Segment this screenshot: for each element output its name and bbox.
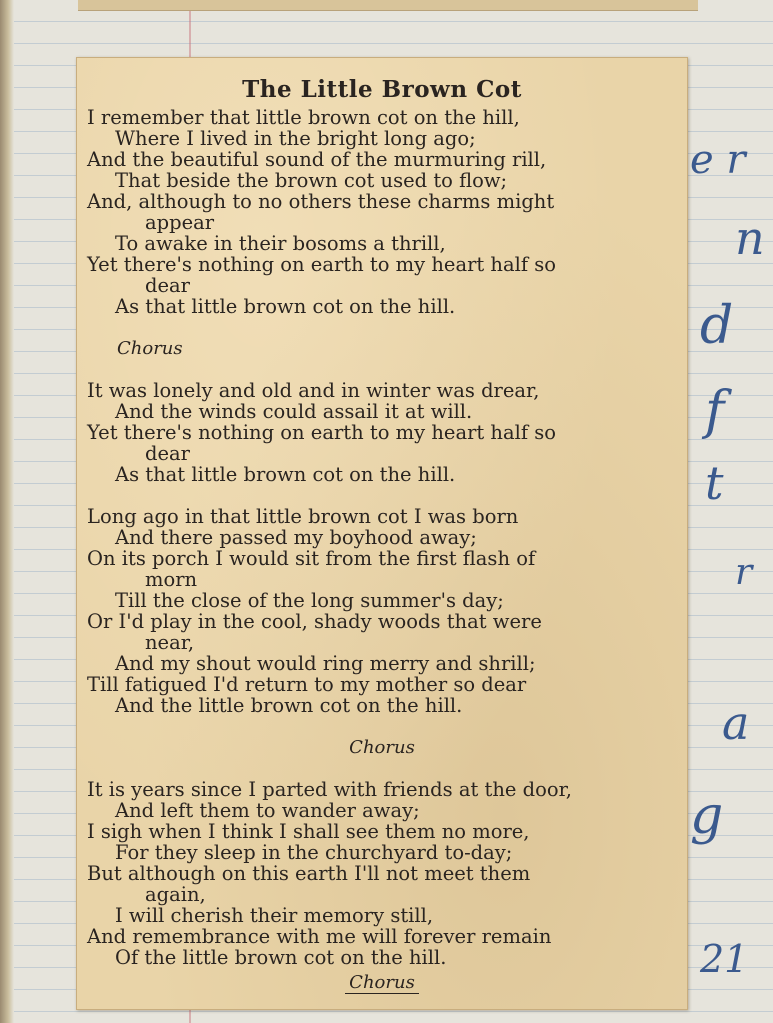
- poem-line: To awake in their bosoms a thrill,: [115, 232, 446, 255]
- chorus-marker: [87, 972, 677, 993]
- handwriting-fragment: t: [705, 456, 724, 510]
- poem-line: And the little brown cot on the hill.: [115, 694, 463, 717]
- poem-line: And the winds could assail it at will.: [115, 400, 473, 423]
- previous-clipping-edge: [78, 0, 698, 11]
- poem-title: The Little Brown Cot: [242, 76, 522, 103]
- poem-line: dear: [145, 274, 190, 297]
- poem-line: I will cherish their memory still,: [115, 904, 434, 927]
- poem-line: dear: [145, 442, 190, 465]
- book-spine-edge: [0, 0, 14, 1023]
- handwriting-fragment: e r: [690, 137, 746, 183]
- poem-line: And the beautiful sound of the murmuring rill,: [87, 148, 547, 171]
- poem-line: Of the little brown cot on the hill.: [115, 946, 447, 969]
- poem-line: And there passed my boyhood away;: [115, 526, 477, 549]
- handwriting-fragment: 21: [700, 937, 749, 981]
- poem-line: Where I lived in the bright long ago;: [115, 127, 476, 150]
- poem-line: But although on this earth I'll not meet them: [87, 862, 531, 885]
- chorus-label: Chorus: [345, 972, 419, 994]
- handwriting-fragment: g: [690, 786, 724, 846]
- poem-line: Yet there's nothing on earth to my heart half so: [87, 421, 557, 444]
- handwriting-fragment: a: [722, 696, 750, 750]
- poem-line: As that little brown cot on the hill.: [115, 295, 456, 318]
- poem-line: As that little brown cot on the hill.: [115, 463, 456, 486]
- poem-line: And, although to no others these charms might: [87, 190, 555, 213]
- poem-body: [87, 107, 677, 993]
- handwriting-fragment: n: [735, 211, 765, 265]
- poem-line: I sigh when I think I shall see them no more,: [87, 820, 530, 843]
- stanza-gap: [87, 485, 677, 506]
- poem-line: For they sleep in the churchyard to-day;: [115, 841, 513, 864]
- poem-line: And remembrance with me will forever remain: [87, 925, 552, 948]
- poem-line: Till fatigued I'd return to my mother so dear: [87, 673, 527, 696]
- poem-line: Yet there's nothing on earth to my heart half so: [87, 253, 557, 276]
- chorus-label: Chorus: [117, 338, 183, 359]
- newspaper-clipping: [76, 57, 688, 1010]
- handwriting-fragment: r: [735, 552, 753, 593]
- poem-line: appear: [145, 211, 215, 234]
- poem-line: Long ago in that little brown cot I was born: [87, 505, 519, 528]
- handwriting-fragment: f: [705, 381, 725, 441]
- handwriting-fragment: d: [700, 296, 734, 356]
- poem-line: On its porch I would sit from the first flash of: [87, 547, 536, 570]
- poem-line: Till the close of the long summer's day;: [115, 589, 504, 612]
- chorus-label: Chorus: [349, 737, 415, 758]
- stanza-gap: [87, 716, 677, 737]
- stanza-gap: [87, 317, 677, 338]
- stanza-gap: [87, 359, 677, 380]
- poem-line: That beside the brown cot used to flow;: [115, 169, 508, 192]
- poem-line: And left them to wander away;: [115, 799, 420, 822]
- poem-line: morn: [145, 568, 198, 591]
- poem-line: It is years since I parted with friends at the door,: [87, 778, 572, 801]
- stanza-gap: [87, 758, 677, 779]
- poem-line: And my shout would ring merry and shrill;: [115, 652, 536, 675]
- poem-line: near,: [145, 631, 195, 654]
- poem-line: I remember that little brown cot on the hill,: [87, 106, 520, 129]
- poem-line: Or I'd play in the cool, shady woods that were: [87, 610, 542, 633]
- poem-line: It was lonely and old and in winter was drear,: [87, 379, 540, 402]
- poem-line: again,: [145, 883, 206, 906]
